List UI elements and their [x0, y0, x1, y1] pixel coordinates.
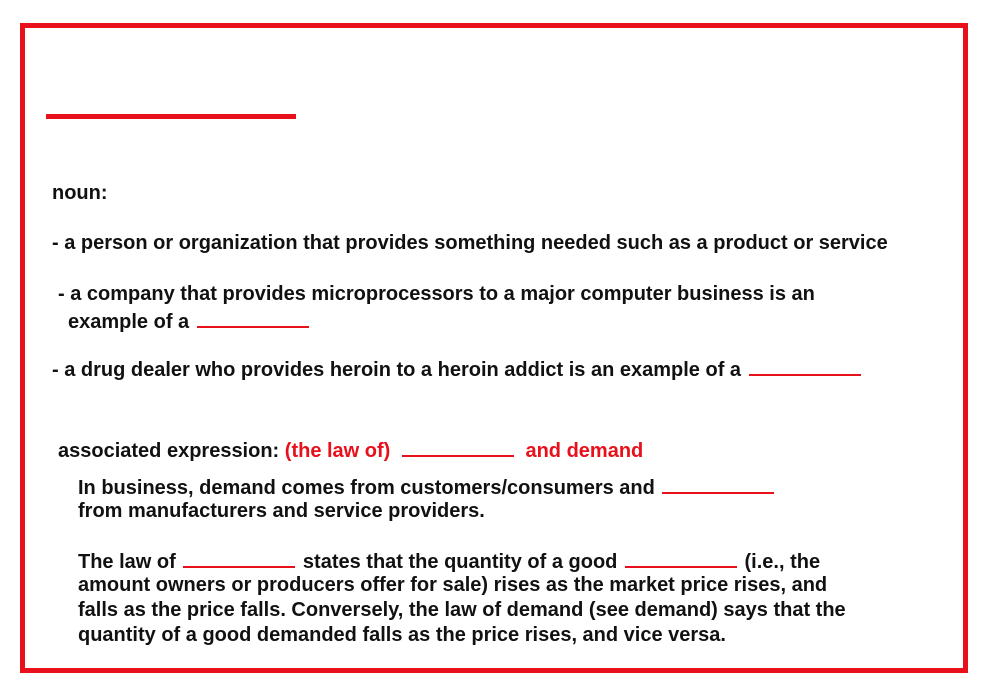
example2	[52, 356, 863, 382]
expression-suffix: and demand	[525, 440, 644, 462]
example2-text: - a drug dealer who provides heroin to a heroin addict is an example of a	[52, 359, 742, 381]
fill-blank	[749, 356, 861, 376]
para1-line1-text: In business, demand comes from customers/consumers and	[78, 477, 655, 499]
para2-line1-c: (i.e., the	[744, 551, 821, 573]
definition: - a person or organization that provides something needed such as a product or service	[52, 232, 888, 254]
fill-blank	[183, 548, 295, 568]
para2-line1-a: The law of	[78, 551, 176, 573]
para2-line4: quantity of a good demanded falls as the price rises, and vice versa.	[78, 624, 726, 646]
example1-line1: - a company that provides microprocessors to a major computer business is an	[58, 283, 815, 305]
para2-line1	[78, 548, 820, 574]
example1-line2	[68, 308, 311, 334]
fill-blank	[625, 548, 737, 568]
title-blank	[46, 114, 296, 119]
para2-line2: amount owners or producers offer for sale) rises as the market price rises, and	[78, 574, 828, 596]
para1-line2: from manufacturers and service providers.	[78, 500, 485, 522]
fill-blank	[402, 437, 514, 457]
para2-line1-b: states that the quantity of a good	[302, 551, 618, 573]
para2-line3: falls as the price falls. Conversely, the law of demand (see demand) says that the	[78, 599, 846, 621]
fill-blank	[662, 474, 774, 494]
para1-line1	[78, 474, 776, 500]
fill-blank	[197, 308, 309, 328]
part-of-speech: noun:	[52, 182, 108, 204]
associated-expression	[58, 437, 643, 463]
expression-label: associated expression:	[58, 440, 280, 462]
expression-prefix: (the law of)	[284, 440, 391, 462]
example1-line2-text: example of a	[68, 311, 190, 333]
